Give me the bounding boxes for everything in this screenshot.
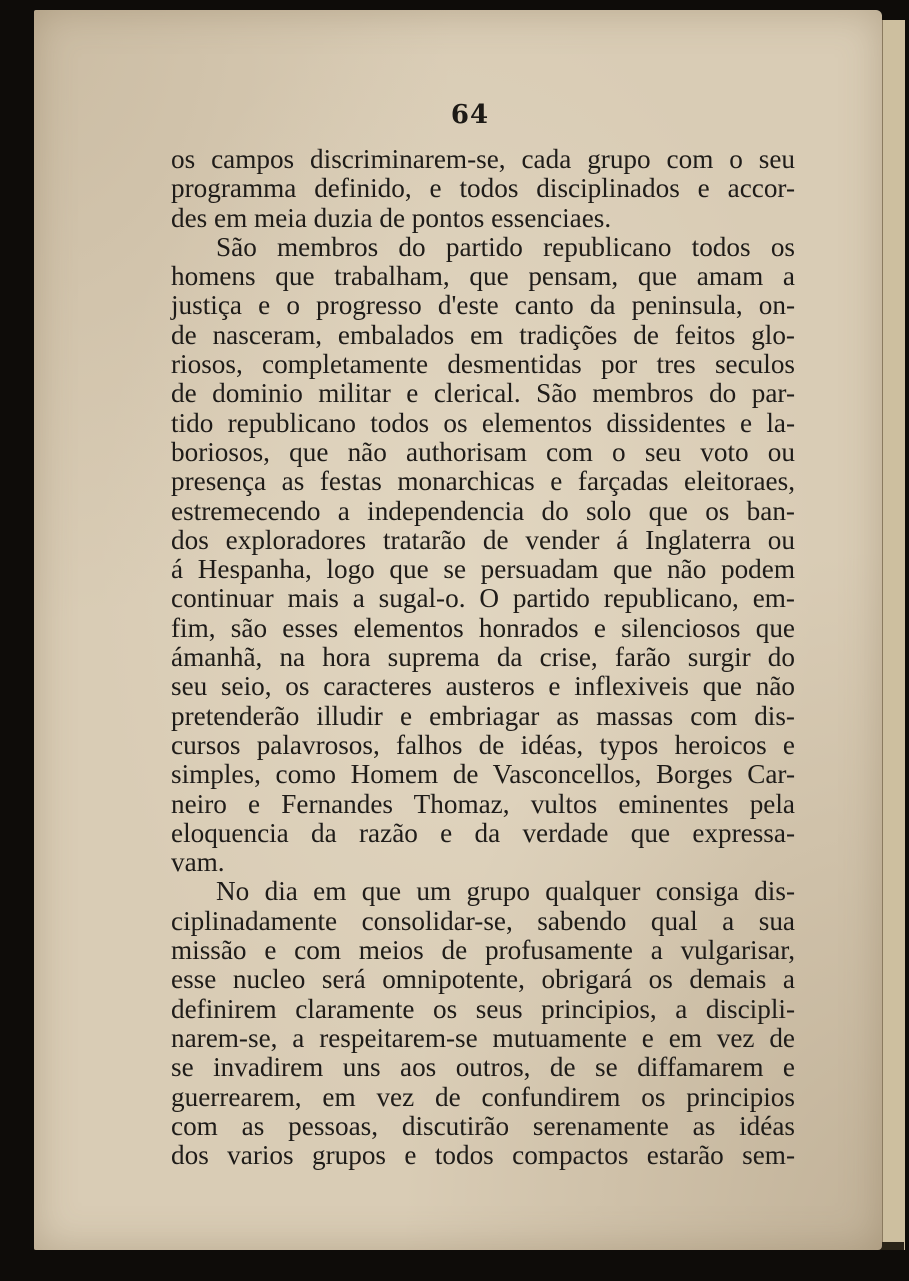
text-line: neiro e Fernandes Thomaz, vultos eminentes pela <box>171 788 795 819</box>
text-line: São membros do partido republicano todos os <box>216 231 795 262</box>
text-line: programma definido, e todos disciplinados e accor- <box>171 173 795 204</box>
text-line: estremecendo a independencia do solo que os ban- <box>171 495 795 526</box>
text-line: justiça e o progresso d'este canto da peninsula, on- <box>171 290 795 321</box>
text-line: presença as festas monarchicas e farçadas eleitoraes, <box>171 466 795 497</box>
text-line: vam. <box>171 847 225 878</box>
text-line: guerrearem, em vez de confundirem os principios <box>171 1081 795 1112</box>
text-line: esse nucleo será omnipotente, obrigará os demais a <box>171 964 795 995</box>
text-line: narem-se, a respeitarem-se mutuamente e em vez de <box>171 1022 795 1053</box>
text-line: se invadirem uns aos outros, de se diffamarem e <box>171 1052 795 1083</box>
text-line: missão e com meios de profusamente a vulgarisar, <box>171 935 795 966</box>
text-line: seu seio, os caracteres austeros e inflexiveis que não <box>171 671 795 702</box>
adjacent-page-edge <box>882 20 905 1250</box>
text-line: homens que trabalham, que pensam, que amam a <box>171 261 795 292</box>
text-line: definirem claramente os seus principios, a discipli- <box>171 993 795 1024</box>
text-line: dos exploradores tratarão de vender á Inglaterra ou <box>171 524 795 555</box>
text-line: boriosos, que não authorisam com o seu voto ou <box>171 436 795 467</box>
text-line: de nasceram, embalados em tradições de feitos glo- <box>171 319 795 350</box>
text-line: pretenderão illudir e embriagar as massas com dis- <box>171 700 795 731</box>
text-line: á Hespanha, logo que se persuadam que não podem <box>171 554 795 585</box>
text-line: dos varios grupos e todos compactos estarão sem- <box>171 1140 795 1171</box>
text-line: cursos palavrosos, falhos de idéas, typos heroicos e <box>171 729 795 760</box>
text-line: tido republicano todos os elementos dissidentes e la- <box>171 407 795 438</box>
text-line: continuar mais a sugal-o. O partido republicano, em- <box>171 583 795 614</box>
text-line: simples, como Homem de Vasconcellos, Borges Car- <box>171 759 795 790</box>
text-line: eloquencia da razão e da verdade que expressa- <box>171 817 795 848</box>
text-line: ciplinadamente consolidar-se, sabendo qual a sua <box>171 905 795 936</box>
text-line: de dominio militar e clerical. São membros do par- <box>171 378 795 409</box>
text-line: des em meia duzia de pontos essenciaes. <box>171 202 612 233</box>
text-line: os campos discriminarem-se, cada grupo com o seu <box>171 144 795 174</box>
text-line: fim, são esses elementos honrados e silenciosos que <box>171 612 795 643</box>
body-text <box>171 145 795 1170</box>
text-line: com as pessoas, discutirão serenamente as idéas <box>171 1110 795 1141</box>
text-line: riosos, completamente desmentidas por tres seculos <box>171 349 795 380</box>
text-line: No dia em que um grupo qualquer consiga dis- <box>216 876 795 907</box>
text-line: ámanhã, na hora suprema da crise, farão surgir do <box>171 642 795 673</box>
page-number: 64 <box>450 100 490 130</box>
